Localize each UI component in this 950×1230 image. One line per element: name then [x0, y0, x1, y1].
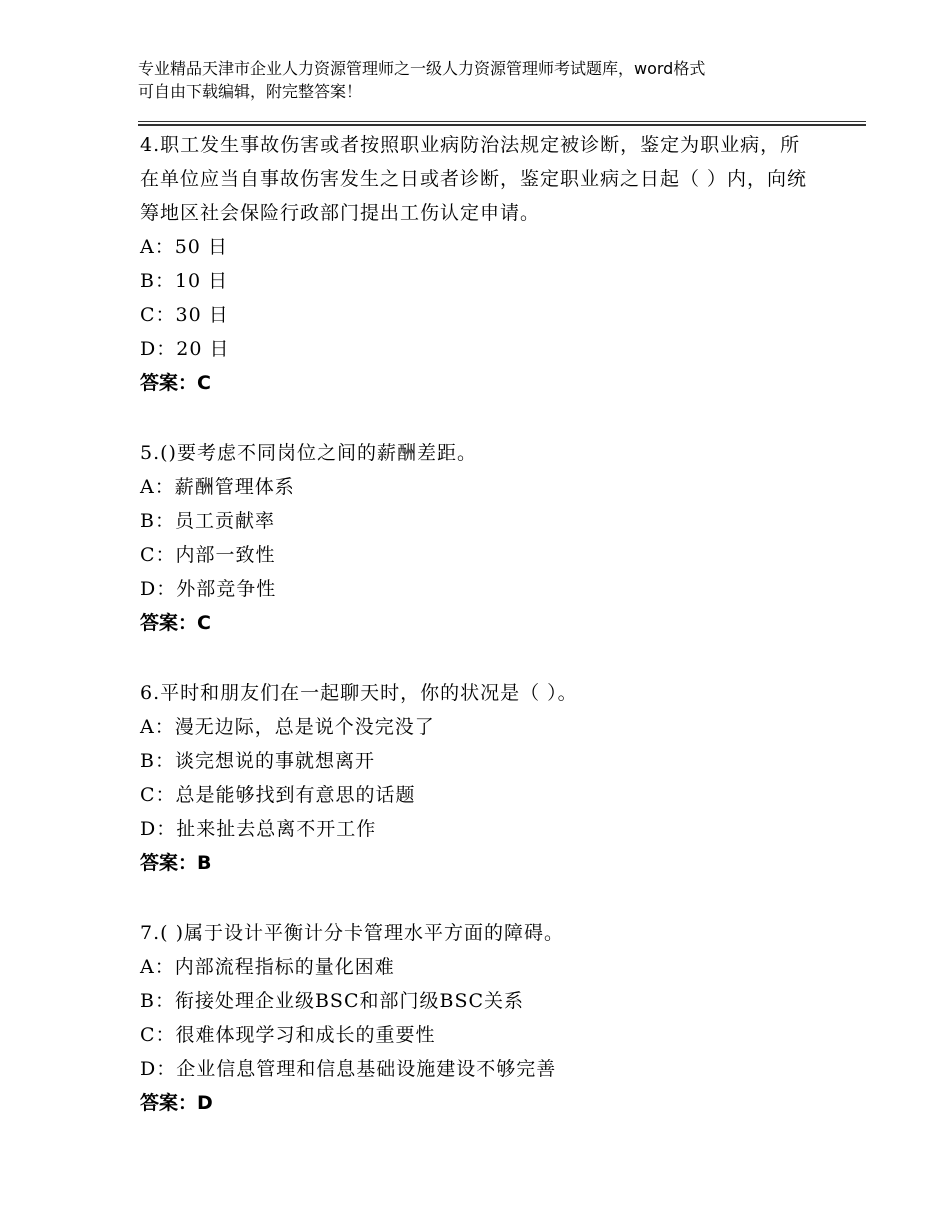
question-7: [140, 916, 810, 1120]
header-line-1: 专业精品天津市企业人力资源管理师之一级人力资源管理师考试题库，word格式: [138, 59, 706, 78]
option-c: C：总是能够找到有意思的话题: [140, 784, 416, 806]
header-divider-thin: [138, 121, 866, 122]
question-spacer: [140, 640, 810, 676]
document-header: [138, 57, 818, 103]
option-b: B：衔接处理企业级BSC和部门级BSC关系: [140, 990, 524, 1012]
answer-line: 答案：B: [140, 852, 212, 874]
option-b: B：谈完想说的事就想离开: [140, 750, 375, 772]
option-c: C：内部一致性: [140, 544, 276, 566]
option-d: D：扯来扯去总离不开工作: [140, 818, 377, 840]
header-line-2: 可自由下载编辑，附完整答案！: [138, 82, 363, 101]
option-a: A：漫无边际，总是说个没完没了: [140, 716, 435, 738]
header-divider-thick: [138, 124, 866, 126]
question-4: [140, 128, 810, 400]
question-list: [140, 128, 810, 1120]
question-spacer: [140, 880, 810, 916]
option-a: A：50 日: [140, 236, 228, 258]
answer-line: 答案：C: [140, 612, 211, 634]
question-spacer: [140, 400, 810, 436]
option-c: C：很难体现学习和成长的重要性: [140, 1024, 436, 1046]
option-a: A：薪酬管理体系: [140, 476, 295, 498]
option-list: [140, 950, 810, 1086]
option-list: [140, 710, 810, 846]
question-6: [140, 676, 810, 880]
option-b: B：10 日: [140, 270, 229, 292]
option-list: [140, 470, 810, 606]
option-b: B：员工贡献率: [140, 510, 275, 532]
question-stem: 7.( )属于设计平衡计分卡管理水平方面的障碍。: [140, 922, 564, 944]
option-d: D：20 日: [140, 338, 230, 360]
answer-line: 答案：C: [140, 372, 211, 394]
question-stem: 5.()要考虑不同岗位之间的薪酬差距。: [140, 442, 477, 464]
question-5: [140, 436, 810, 640]
option-list: [140, 230, 810, 366]
option-a: A：内部流程指标的量化困难: [140, 956, 395, 978]
answer-line: 答案：D: [140, 1092, 213, 1114]
option-c: C：30 日: [140, 304, 229, 326]
option-d: D：企业信息管理和信息基础设施建设不够完善: [140, 1058, 557, 1080]
question-stem: 6.平时和朋友们在一起聊天时，你的状况是（ ）。: [140, 682, 578, 704]
option-d: D：外部竞争性: [140, 578, 277, 600]
question-stem: 4.职工发生事故伤害或者按照职业病防治法规定被诊断，鉴定为职业病，所在单位应当自事故伤害发生之日或者诊断，鉴定职业病之日起（ ）内，向统筹地区社会保险行政部门提出工伤认定申请。: [140, 134, 808, 224]
